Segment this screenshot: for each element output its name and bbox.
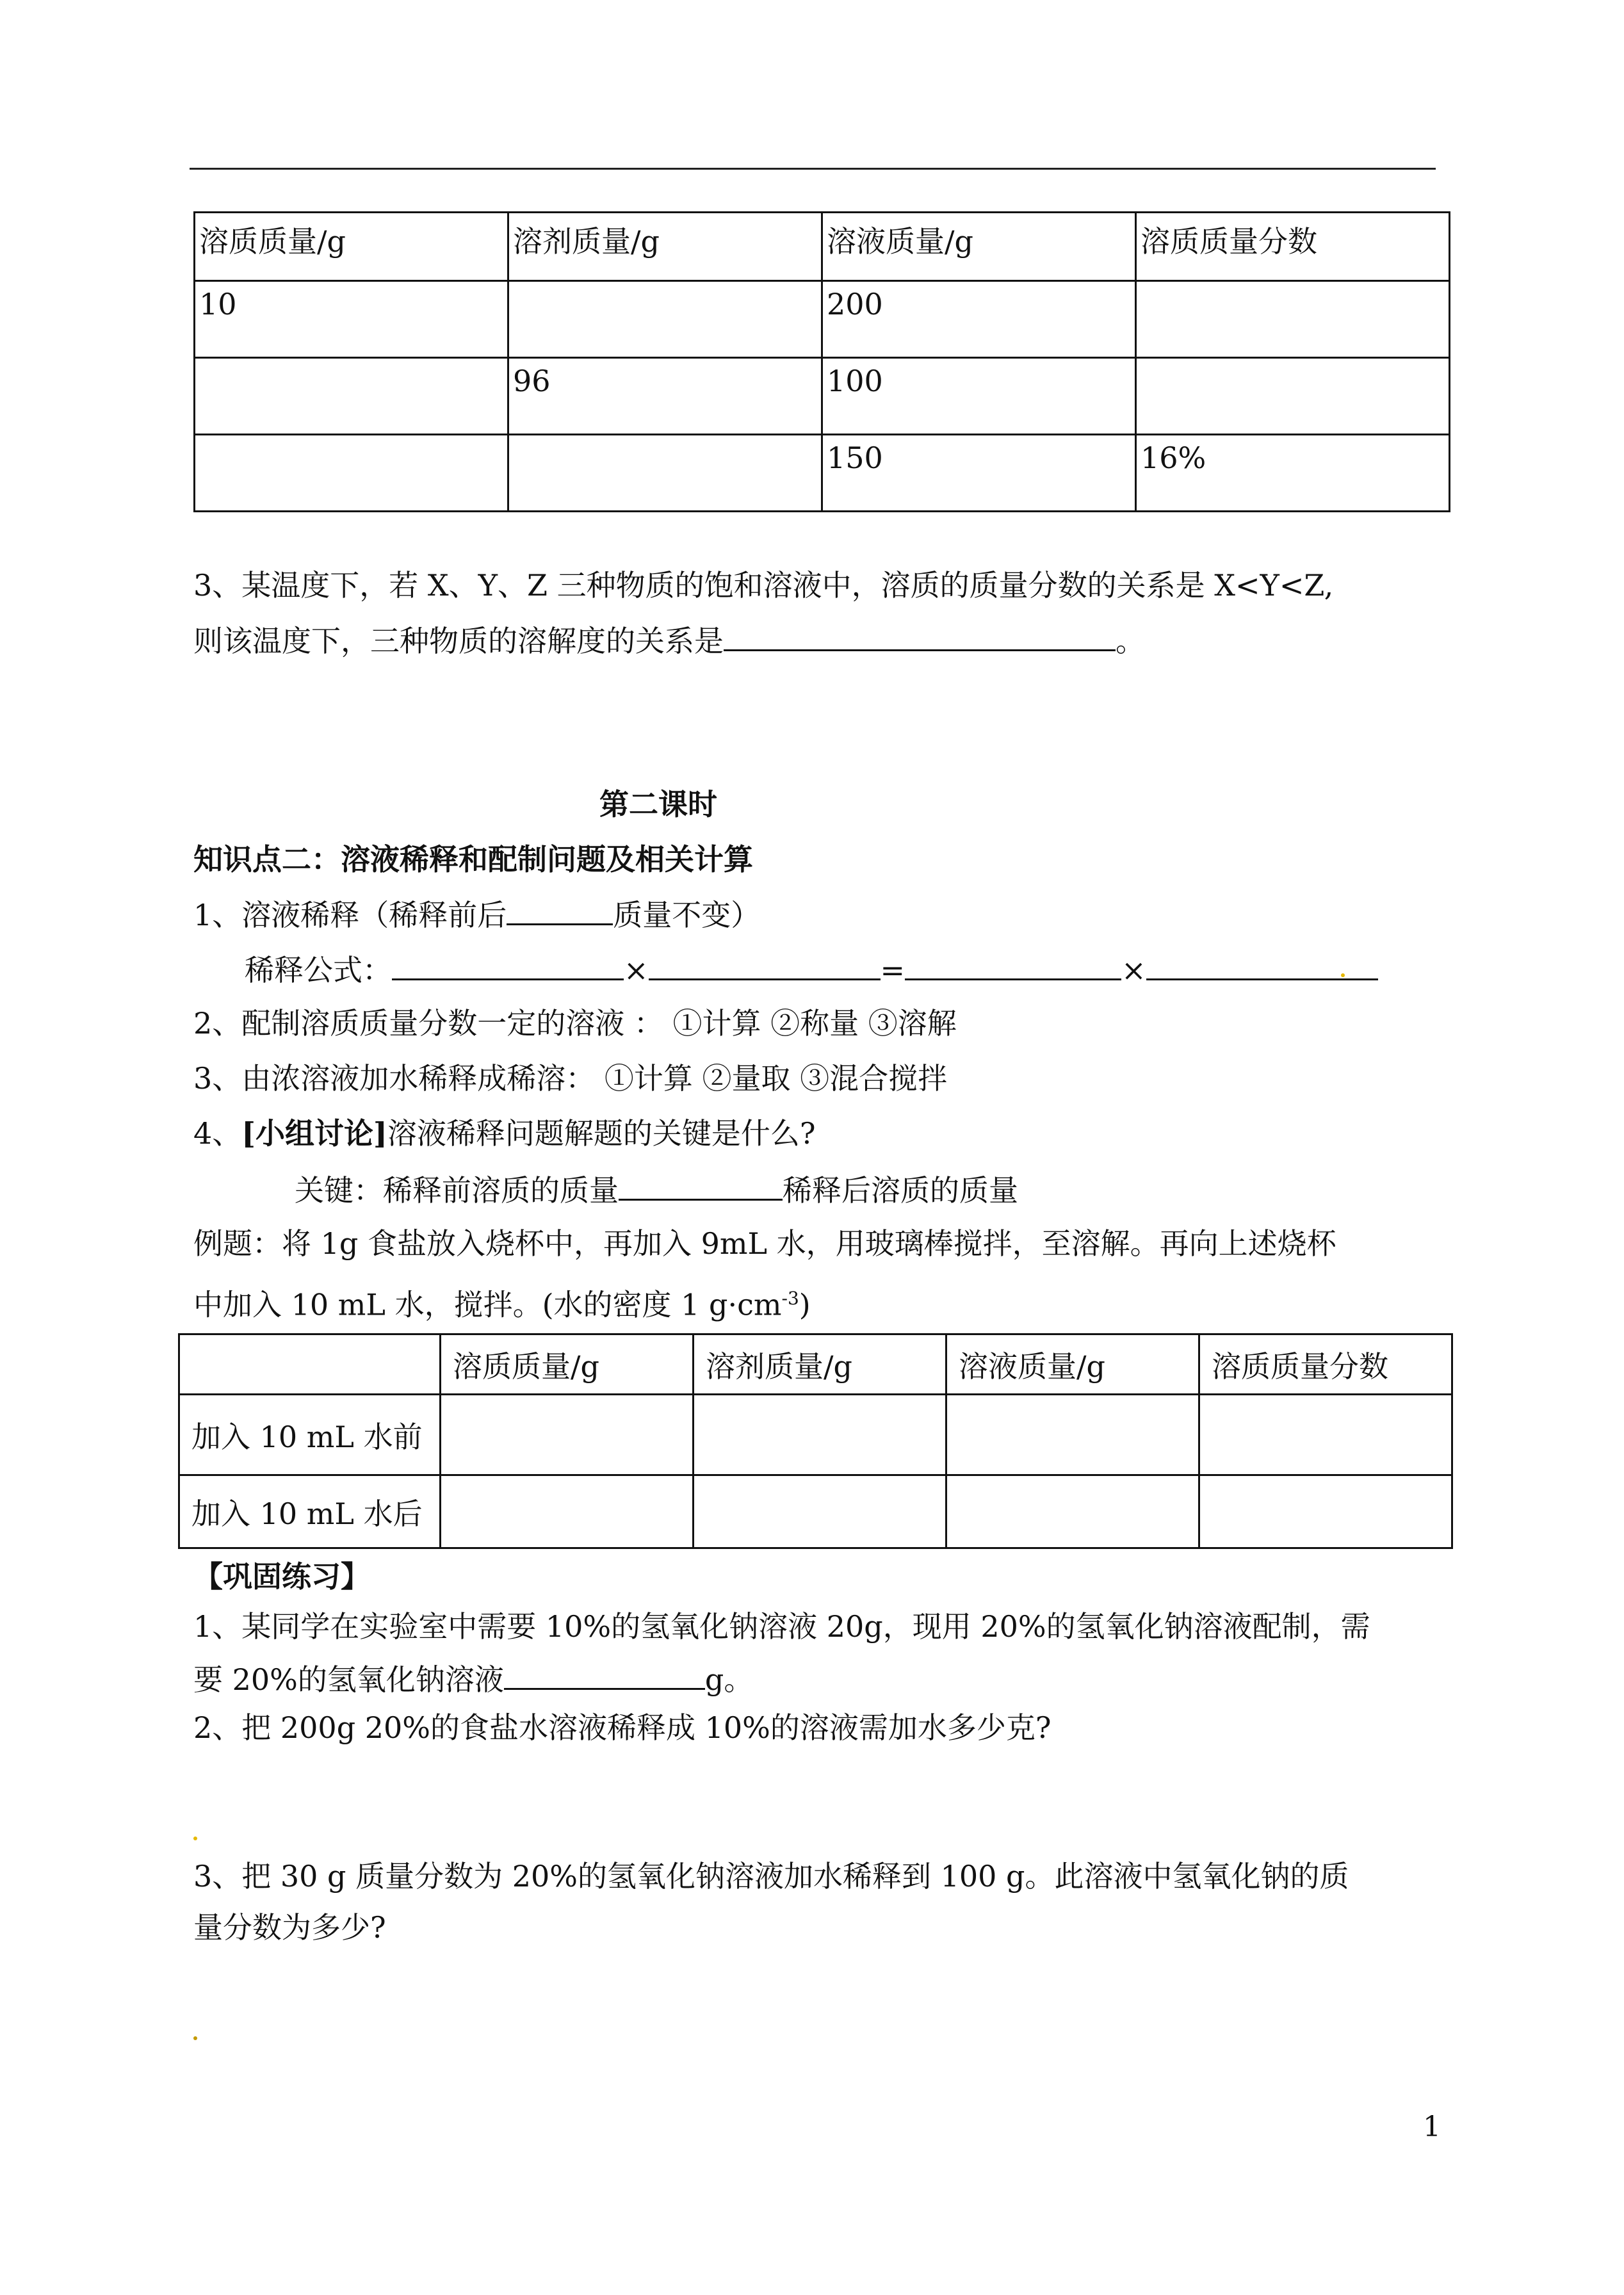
table-cell: 16% [1136,435,1450,512]
practice-1-text: 要 20%的氢氧化钠溶液 [193,1662,504,1697]
item-4 [193,1114,815,1153]
times-symbol: × [624,953,649,987]
table-row [195,358,1450,435]
table-row [179,1334,1452,1395]
table-cell [195,358,508,435]
table-row [195,213,1450,281]
question-3-line-1: 3、某温度下，若 X、Y、Z 三种物质的饱和溶液中，溶质的质量分数的关系是 X<Y<Z, [193,568,1334,603]
item-2: 2、配制溶质质量分数一定的溶液 ： ①计算 ②称量 ③溶解 [193,1006,957,1041]
answer-blank [507,894,613,925]
solution-table-1 [193,211,1450,512]
answer-blank [649,949,881,980]
example-line-1: 例题：将 1g 食盐放入烧杯中，再加入 9mL 水，用玻璃棒搅拌，至溶解。再向上述烧杯 [193,1226,1336,1261]
key-point-text: 关键：稀释前溶质的质量 [295,1173,619,1208]
table-cell: 96 [508,358,822,435]
table-cell [1136,281,1450,358]
key-point [295,1169,1018,1210]
dilution-formula [245,949,1378,989]
table-row [195,435,1450,512]
scan-speck [193,2036,197,2040]
table-header-cell: 溶质质量/g [195,213,508,281]
table-cell [195,435,508,512]
table-cell [1199,1475,1452,1548]
item-3: 3、由浓溶液加水稀释成稀溶： ①计算 ②量取 ③混合搅拌 [193,1061,948,1096]
lesson-title: 第二课时 [599,787,717,822]
practice-title: 【巩固练习】 [193,1559,370,1594]
table-cell [508,281,822,358]
table-cell: 200 [822,281,1136,358]
table-header-cell: 溶质质量分数 [1136,213,1450,281]
answer-blank [905,949,1121,980]
answer-blank [619,1169,783,1201]
dilution-table [178,1333,1453,1549]
table-row [195,281,1450,358]
practice-1-line-1: 1、某同学在实验室中需要 10%的氢氧化钠溶液 20g，现用 20%的氢氧化钠溶液配制，需 [193,1609,1370,1644]
scan-speck [1341,973,1345,977]
superscript: -3 [781,1288,799,1309]
practice-3-line-2: 量分数为多少? [193,1910,386,1945]
table-cell: 100 [822,358,1136,435]
table-row [179,1395,1452,1475]
item-4-number: 4、 [193,1116,242,1151]
example-close: ) [799,1287,811,1322]
table-header-cell: 溶液质量/g [946,1334,1199,1395]
answer-blank [504,1658,705,1690]
item-4-text: 溶液稀释问题解题的关键是什么? [387,1116,816,1151]
practice-1-unit: g。 [704,1662,754,1697]
question-3-text: 则该温度下，三种物质的溶解度的关系是 [193,624,724,658]
table-header-cell: 溶液质量/g [822,213,1136,281]
table-header-cell [179,1334,441,1395]
table-cell [1199,1395,1452,1475]
page-number: 1 [1423,2111,1441,2143]
table-cell [694,1395,946,1475]
practice-3-line-1: 3、把 30 g 质量分数为 20%的氢氧化钠溶液加水稀释到 100 g。此溶液中氢氧化钠的质 [193,1859,1349,1894]
example-text: 中加入 10 mL 水，搅拌。(水的密度 1 g·cm [193,1287,782,1322]
table-cell [946,1395,1199,1475]
answer-blank [392,949,624,980]
table-row-label: 加入 10 mL 水后 [179,1475,441,1548]
table-cell [1136,358,1450,435]
scan-speck [193,1837,197,1840]
group-discussion-tag: [小组讨论] [241,1116,387,1151]
item-1-text-end: 质量不变） [613,898,761,932]
example-line-2 [193,1279,811,1324]
formula-label: 稀释公式： [245,953,392,987]
table-cell [694,1475,946,1548]
table-cell [946,1475,1199,1548]
table-cell [441,1475,694,1548]
table-header-cell: 溶质质量/g [441,1334,694,1395]
table-row-label: 加入 10 mL 水前 [179,1395,441,1475]
table-cell: 150 [822,435,1136,512]
table-cell [508,435,822,512]
item-1-text: 1、溶液稀释（稀释前后 [193,898,507,932]
question-3-end: 。 [1116,624,1145,658]
practice-2: 2、把 200g 20%的食盐水溶液稀释成 10%的溶液需加水多少克? [193,1710,1052,1745]
equals-symbol: = [880,953,905,987]
table-cell: 10 [195,281,508,358]
times-symbol: × [1121,953,1146,987]
table-row [179,1475,1452,1548]
table-cell [441,1395,694,1475]
question-3-line-2 [193,620,1145,660]
item-1 [193,894,760,934]
knowledge-point-2-title: 知识点二：溶液稀释和配制问题及相关计算 [193,842,753,877]
table-header-cell: 溶质质量分数 [1199,1334,1452,1395]
header-rule [190,168,1436,170]
answer-blank [724,620,1116,651]
table-header-cell: 溶剂质量/g [508,213,822,281]
key-point-text-end: 稀释后溶质的质量 [783,1173,1018,1208]
table-header-cell: 溶剂质量/g [694,1334,946,1395]
practice-1-line-2 [193,1658,753,1699]
